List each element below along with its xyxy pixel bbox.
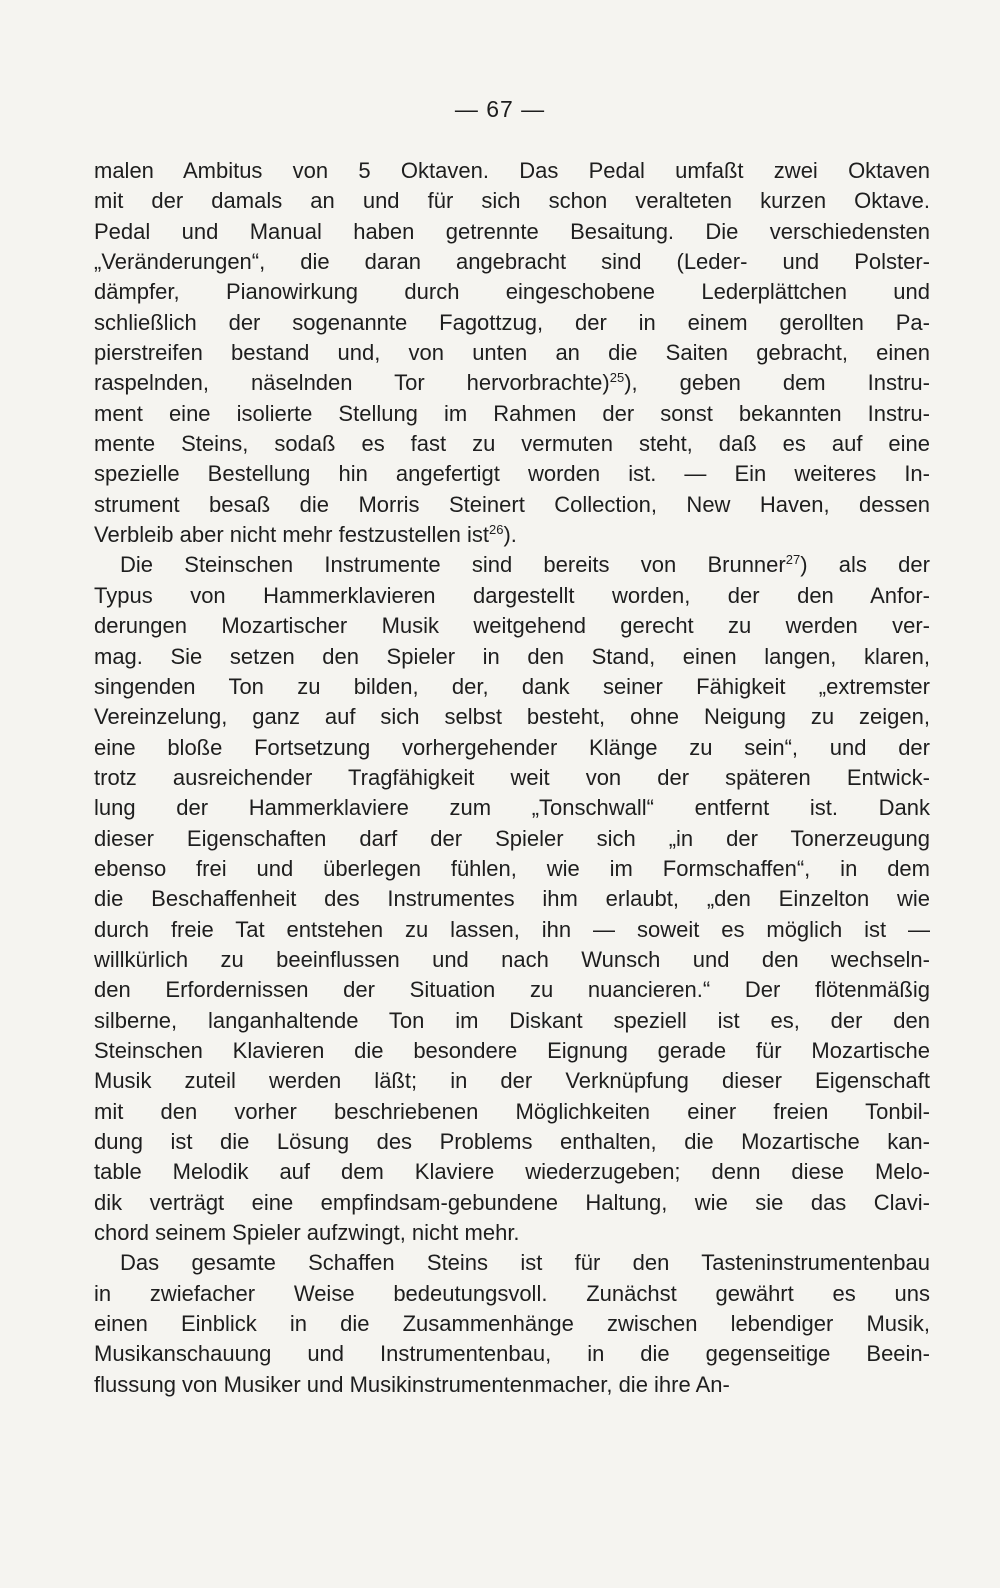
text-segment: Die Steinschen Instrumente sind bereits von Brunner xyxy=(120,552,786,578)
text-line: flussung von Musiker und Musikinstrumentenmacher, die ihre An- xyxy=(94,1371,730,1397)
text-line xyxy=(94,550,930,580)
footnote-marker: 25 xyxy=(609,370,625,386)
text-line: singenden Ton zu bilden, der, dank seiner Fähigkeit „extremster xyxy=(94,673,930,699)
text-segment: ) als der xyxy=(800,552,930,578)
footnote-marker: 26 xyxy=(488,522,504,538)
text-line: mente Steins, sodaß es fast zu vermuten steht, daß es auf eine xyxy=(94,431,930,457)
text-line xyxy=(94,520,930,550)
text-line: dieser Eigenschaften darf der Spieler sich „in der Tonerzeugung xyxy=(94,825,930,851)
text-line: ment eine isolierte Stellung im Rahmen der sonst bekannten Instru- xyxy=(94,400,930,426)
text-line: dung ist die Lösung des Problems enthalten, die Mozartische kan- xyxy=(94,1129,930,1154)
text-segment: ). xyxy=(503,522,517,548)
text-line: „Veränderungen“, die daran angebracht sind (Leder- und Polster- xyxy=(94,249,930,275)
text-line: pierstreifen bestand und, von unten an die Saiten gebracht, einen xyxy=(94,340,930,366)
text-line: strument besaß die Morris Steinert Collection, New Haven, dessen xyxy=(94,491,930,517)
text-line: schließlich der sogenannte Fagottzug, der in einem gerollten Pa- xyxy=(94,309,930,335)
text-line: malen Ambitus von 5 Oktaven. Das Pedal umfaßt zwei Oktaven xyxy=(94,158,930,183)
text-segment: ), geben dem Instru- xyxy=(624,370,930,396)
text-line: Typus von Hammerklavieren dargestellt worden, der den Anfor- xyxy=(94,582,930,608)
text-line: die Beschaffenheit des Instrumentes ihm erlaubt, „den Einzelton wie xyxy=(94,886,930,912)
text-line: ebenso frei und überlegen fühlen, wie im Formschaffen“, in dem xyxy=(94,855,930,881)
text-segment: Verbleib aber nicht mehr festzustellen ist xyxy=(94,522,489,548)
text-line: trotz ausreichender Tragfähigkeit weit von der späteren Entwick- xyxy=(94,764,930,790)
text-line xyxy=(94,368,930,398)
text-segment: raspelnden, näselnden Tor hervorbrachte) xyxy=(94,370,610,396)
text-line: Das gesamte Schaffen Steins ist für den Tasteninstrumentenbau xyxy=(120,1250,930,1276)
text-line: einen Einblick in die Zusammenhänge zwischen lebendiger Musik, xyxy=(94,1311,930,1337)
text-line: silberne, langanhaltende Ton im Diskant speziell ist es, der den xyxy=(94,1007,930,1033)
page-number: — 67 — xyxy=(454,96,546,122)
text-line: eine bloße Fortsetzung vorhergehender Klänge zu sein“, und der xyxy=(94,734,930,760)
text-line: spezielle Bestellung hin angefertigt worden ist. — Ein weiteres In- xyxy=(94,461,930,487)
text-line: lung der Hammerklaviere zum „Tonschwall“ entfernt ist. Dank xyxy=(94,795,930,821)
text-line: Musikanschauung und Instrumentenbau, in die gegenseitige Beein- xyxy=(94,1341,930,1367)
footnote-marker: 27 xyxy=(785,552,801,568)
text-line: mag. Sie setzen den Spieler in den Stand, einen langen, klaren, xyxy=(94,643,930,669)
text-line: Musik zuteil werden läßt; in der Verknüpfung dieser Eigenschaft xyxy=(94,1068,930,1094)
text-line: derungen Mozartischer Musik weitgehend gerecht zu werden ver- xyxy=(94,613,930,639)
text-line: den Erfordernissen der Situation zu nuancieren.“ Der flötenmäßig xyxy=(94,977,930,1003)
text-line: Vereinzelung, ganz auf sich selbst besteht, ohne Neigung zu zeigen, xyxy=(94,704,930,730)
text-line: table Melodik auf dem Klaviere wiederzugeben; denn diese Melo- xyxy=(94,1159,930,1185)
text-line: mit der damals an und für sich schon veralteten kurzen Oktave. xyxy=(94,188,930,214)
paragraph xyxy=(94,550,930,1248)
body-text xyxy=(94,156,930,1400)
text-line: chord seinem Spieler aufzwingt, nicht mehr. xyxy=(94,1220,520,1246)
text-line: dik verträgt eine empfindsam-gebundene Haltung, wie sie das Clavi- xyxy=(94,1189,930,1215)
text-line: willkürlich zu beeinflussen und nach Wunsch und den wechseln- xyxy=(94,946,930,972)
text-line: dämpfer, Pianowirkung durch eingeschobene Lederplättchen und xyxy=(94,279,930,305)
text-line: in zwiefacher Weise bedeutungsvoll. Zunächst gewährt es uns xyxy=(94,1280,930,1306)
text-line: mit den vorher beschriebenen Möglichkeiten einer freien Tonbil- xyxy=(94,1098,930,1124)
paragraph xyxy=(94,1248,930,1400)
text-line: durch freie Tat entstehen zu lassen, ihn — soweit es möglich ist — xyxy=(94,916,930,942)
text-line: Pedal und Manual haben getrennte Besaitung. Die verschiedensten xyxy=(94,218,930,244)
paragraph xyxy=(94,156,930,550)
text-line: Steinschen Klavieren die besondere Eignung gerade für Mozartische xyxy=(94,1037,930,1063)
